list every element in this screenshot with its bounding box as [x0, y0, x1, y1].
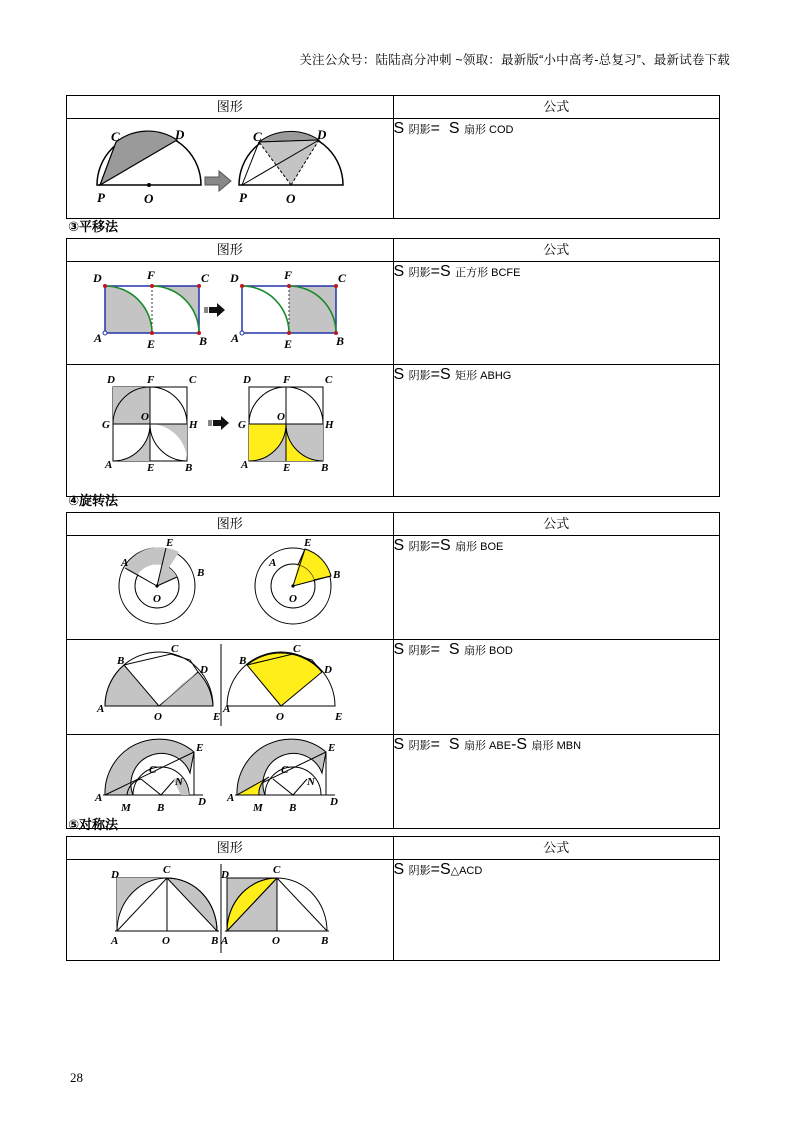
figure-rings-boe	[67, 536, 359, 634]
svg-text:E: E	[284, 337, 293, 351]
figure-semicircle-bod	[67, 640, 359, 729]
svg-text:M: M	[253, 802, 263, 814]
svg-text:O: O	[141, 411, 149, 423]
formula-3: S 阴影=S 扇形 BOE	[393, 537, 504, 554]
svg-text:O: O	[162, 935, 170, 947]
svg-text:O: O	[289, 593, 297, 605]
formula-cell-6	[393, 860, 720, 961]
svg-text:O: O	[272, 935, 280, 947]
svg-text:F: F	[147, 268, 156, 282]
svg-text:B: B	[289, 802, 297, 814]
svg-text:E: E	[335, 711, 343, 723]
col-header-figure: 图形	[67, 513, 394, 536]
svg-text:F: F	[147, 374, 155, 386]
col-header-formula: 公式	[393, 239, 720, 262]
figure-cell-3	[67, 536, 394, 640]
svg-text:A: A	[95, 792, 103, 804]
svg-text:O: O	[286, 191, 296, 206]
svg-text:F: F	[284, 268, 293, 282]
col-header-formula: 公式	[393, 837, 720, 860]
section-title-symmetry: ⑤对称法	[68, 817, 119, 832]
svg-text:B: B	[211, 935, 219, 947]
table-sector-method	[66, 95, 720, 219]
formula-cell-1	[393, 262, 720, 365]
formula-cell-2	[393, 365, 720, 497]
svg-text:N: N	[175, 776, 183, 788]
svg-text:D: D	[317, 127, 327, 142]
svg-text:A: A	[221, 935, 229, 947]
col-header-formula: 公式	[393, 513, 720, 536]
svg-text:P: P	[239, 190, 247, 205]
formula-6: S 阴影=S△ACD	[393, 861, 483, 878]
svg-text:A: A	[223, 703, 231, 715]
svg-text:E: E	[147, 337, 156, 351]
svg-text:D: D	[200, 664, 208, 676]
svg-text:A: A	[94, 331, 103, 345]
col-header-figure: 图形	[67, 837, 394, 860]
svg-text:H: H	[189, 419, 198, 431]
svg-text:O: O	[144, 191, 154, 206]
table-symmetry-method	[66, 836, 720, 961]
formula-cell-3	[393, 536, 720, 640]
figure-cell-4	[67, 640, 394, 735]
svg-text:C: C	[149, 764, 157, 776]
formula-cell-5	[393, 735, 720, 829]
formula-0: S 阴影= S 扇形 COD	[393, 120, 514, 137]
formula-2: S 阴影=S 矩形 ABHG	[393, 366, 512, 383]
svg-text:F: F	[283, 374, 291, 386]
svg-text:C: C	[189, 374, 197, 386]
figure-rect-abhg	[67, 365, 359, 491]
svg-text:M: M	[121, 802, 131, 814]
svg-text:D: D	[230, 271, 239, 285]
section-title-translation: ③平移法	[68, 219, 119, 234]
svg-text:A: A	[241, 459, 249, 471]
svg-text:E: E	[328, 742, 336, 754]
svg-text:N: N	[307, 776, 315, 788]
svg-text:C: C	[201, 271, 210, 285]
svg-text:P: P	[97, 190, 105, 205]
svg-text:B: B	[239, 655, 247, 667]
figure-cell-2	[67, 365, 394, 497]
formula-1: S 阴影=S 正方形 BCFE	[393, 263, 521, 280]
figure-semicircle-cod	[67, 119, 359, 213]
svg-text:C: C	[111, 129, 120, 144]
col-header-formula: 公式	[393, 96, 720, 119]
svg-text:D: D	[107, 374, 115, 386]
svg-text:C: C	[293, 643, 301, 655]
svg-text:A: A	[121, 557, 129, 569]
col-header-figure: 图形	[67, 239, 394, 262]
formula-cell-4	[393, 640, 720, 735]
table-rotation-method	[66, 512, 720, 829]
svg-text:A: A	[105, 459, 113, 471]
svg-text:D: D	[198, 796, 206, 808]
svg-text:D: D	[330, 796, 338, 808]
svg-text:D: D	[93, 271, 102, 285]
table-translation-method	[66, 238, 720, 497]
figure-squares-translation	[67, 262, 359, 359]
col-header-figure: 图形	[67, 96, 394, 119]
figure-triangle-acd	[67, 860, 359, 955]
svg-text:A: A	[227, 792, 235, 804]
svg-text:E: E	[283, 462, 291, 474]
svg-text:B: B	[117, 655, 125, 667]
page-number: 28	[70, 1070, 83, 1085]
svg-text:E: E	[166, 537, 174, 549]
formula-cell-0	[393, 119, 720, 219]
svg-text:B: B	[321, 935, 329, 947]
svg-text:C: C	[273, 864, 281, 876]
section-title-rotation: ④旋转法	[68, 493, 119, 508]
formula-5: S 阴影= S 扇形 ABE-S 扇形 MBN	[393, 736, 582, 753]
svg-text:D: D	[324, 664, 332, 676]
svg-text:A: A	[269, 557, 277, 569]
formula-4: S 阴影= S 扇形 BOD	[393, 641, 513, 658]
svg-text:O: O	[277, 411, 285, 423]
svg-text:E: E	[304, 537, 312, 549]
svg-text:D: D	[111, 869, 119, 881]
svg-text:O: O	[153, 593, 161, 605]
svg-text:B: B	[199, 334, 208, 348]
svg-text:C: C	[325, 374, 333, 386]
figure-cell-1	[67, 262, 394, 365]
svg-text:G: G	[102, 419, 110, 431]
svg-text:C: C	[171, 643, 179, 655]
svg-text:A: A	[97, 703, 105, 715]
figure-cell-0	[67, 119, 394, 219]
svg-text:D: D	[221, 869, 229, 881]
figure-cell-6	[67, 860, 394, 961]
svg-text:B: B	[157, 802, 165, 814]
svg-text:C: C	[253, 129, 262, 144]
svg-text:C: C	[163, 864, 171, 876]
svg-text:A: A	[231, 331, 240, 345]
svg-text:O: O	[154, 711, 162, 723]
svg-text:H: H	[325, 419, 334, 431]
svg-text:E: E	[196, 742, 204, 754]
svg-text:B: B	[197, 567, 205, 579]
svg-text:A: A	[111, 935, 119, 947]
svg-text:B: B	[336, 334, 345, 348]
header-note: 关注公众号：陆陆高分冲刺 ~领取：最新版“小中高考-总复习”、最新试卷下载	[299, 53, 730, 67]
svg-text:D: D	[175, 127, 185, 142]
figure-ring-abe-mbn	[67, 735, 359, 823]
svg-text:C: C	[338, 271, 347, 285]
svg-text:D: D	[243, 374, 251, 386]
svg-text:C: C	[281, 764, 289, 776]
svg-text:B: B	[185, 462, 193, 474]
svg-text:O: O	[276, 711, 284, 723]
svg-text:E: E	[213, 711, 221, 723]
svg-text:B: B	[321, 462, 329, 474]
svg-text:G: G	[238, 419, 246, 431]
svg-text:E: E	[147, 462, 155, 474]
svg-text:B: B	[333, 569, 341, 581]
